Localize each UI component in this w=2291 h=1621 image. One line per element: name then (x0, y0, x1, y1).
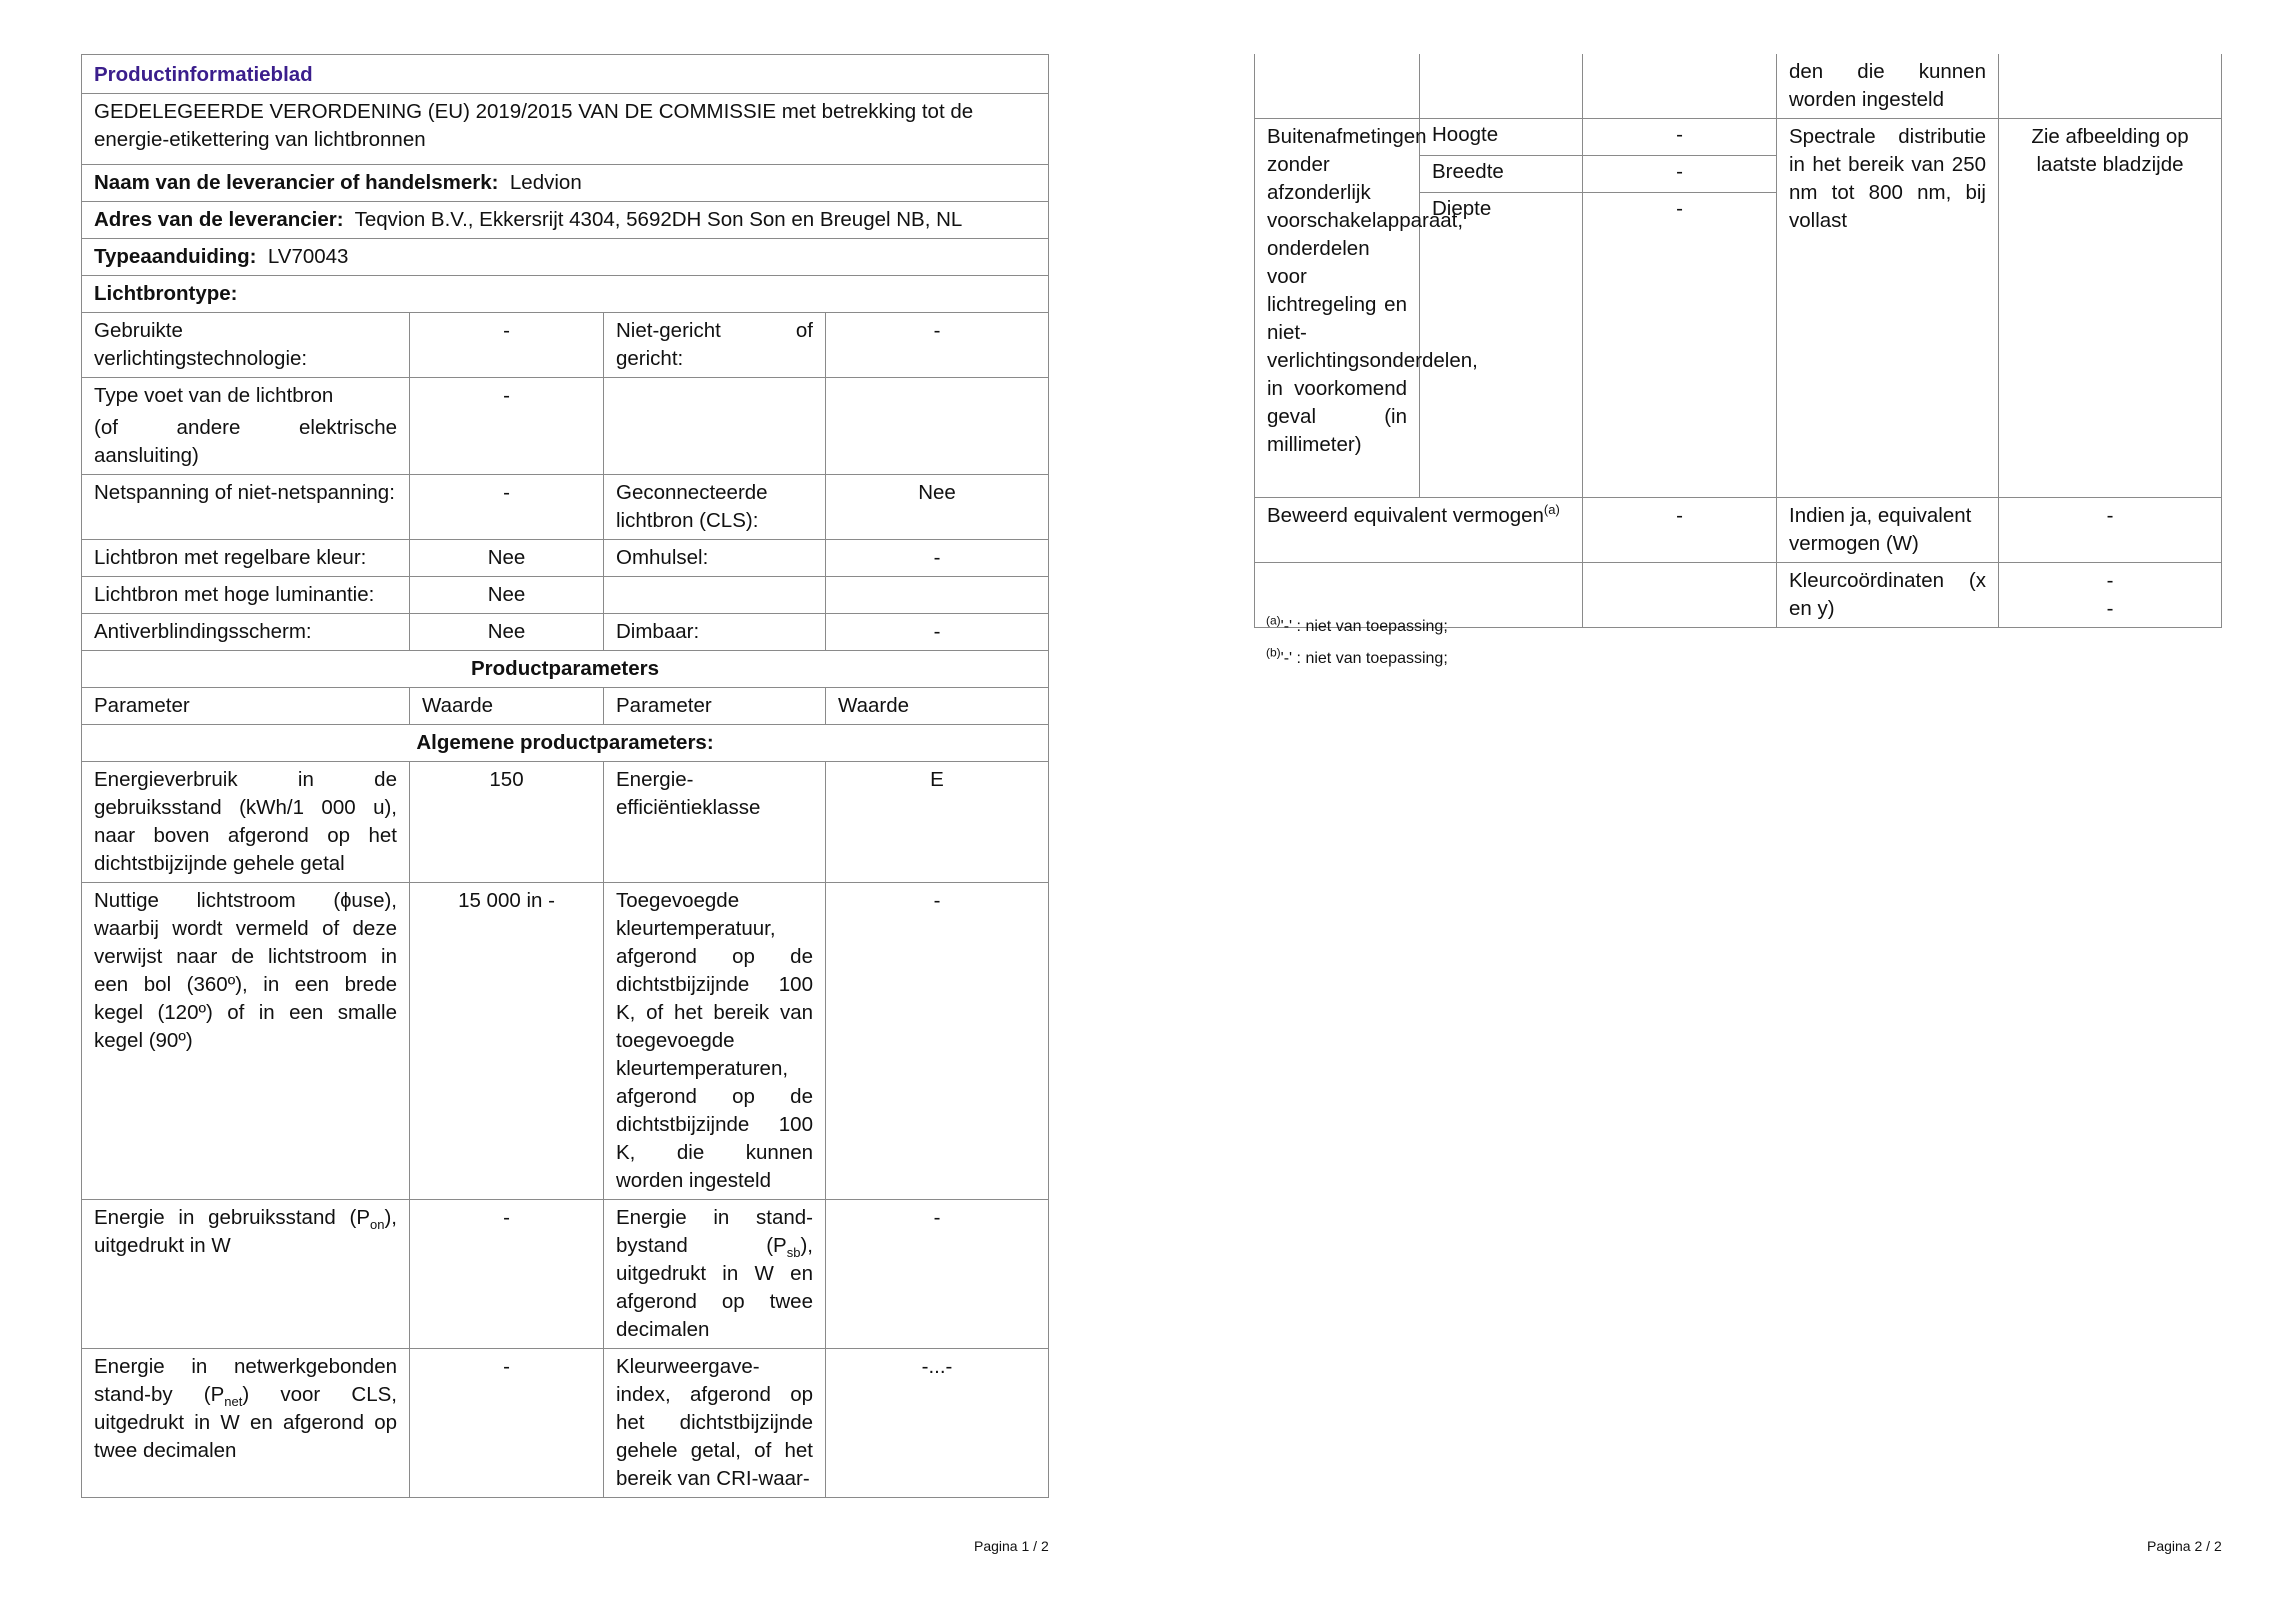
table-row (1255, 54, 2222, 119)
model-label: Typeaanduiding: (94, 245, 257, 268)
param-value: Nee (410, 614, 604, 651)
footnote-mark: (a) (1266, 613, 1281, 628)
table-row (82, 1349, 1049, 1498)
page-title: Productinformatieblad (82, 55, 1049, 94)
column-header: Waarde (410, 688, 604, 725)
text-part: Beweerd equivalent vermogen (1267, 504, 1544, 527)
text-part: Energie in netwerkgebonden stand-by (P (94, 1355, 397, 1406)
table-row (82, 577, 1049, 614)
product-params-heading: Productparameters (82, 651, 1049, 688)
table-row (82, 614, 1049, 651)
param-value: - (410, 1349, 604, 1498)
text-part: ), uitgedrukt in W (94, 1206, 397, 1257)
dim-value: - (1583, 156, 1777, 193)
param-label: Gebruikte verlichtingstechnologie: (82, 313, 410, 378)
param-value: - (410, 313, 604, 378)
column-header-row (82, 688, 1049, 725)
page-number: Pagina 1 / 2 (974, 1538, 1049, 1554)
empty-cell (1255, 54, 1420, 119)
param-value: -...- (826, 1349, 1049, 1498)
param-label: Antiverblindingsscherm: (82, 614, 410, 651)
param-label (82, 1200, 410, 1349)
model-row (82, 239, 1049, 276)
param-label: Energie-efficiëntieklasse (604, 762, 826, 883)
param-label: Niet-gericht of gericht: (604, 313, 826, 378)
table-row (82, 883, 1049, 1200)
param-label (604, 577, 826, 614)
table-row (1255, 119, 2222, 156)
param-label: Toegevoegde kleurtemperatuur, afgerond op de dichtstbijzijnde 100 K, of het bereik van toegevoegde kleurtemperaturen, afgerond op de dichtstbijzijnde 100 K, die kunnen worden ingesteld (604, 883, 826, 1200)
param-label (604, 1200, 826, 1349)
page-1 (0, 0, 1145, 1621)
param-label: Geconnecteerde lichtbron (CLS): (604, 475, 826, 540)
spectral-label: Spectrale distributie in het bereik van 250 nm tot 800 nm, bij vollast (1777, 119, 1999, 498)
param-label: Lichtbron met hoge luminantie: (82, 577, 410, 614)
param-value: - (410, 475, 604, 540)
text-part: ) voor CLS, uitgedrukt in W en afgerond op twee decimalen (94, 1383, 397, 1462)
spectral-value: Zie afbeelding op laatste bladzijde (1999, 119, 2222, 498)
table-row (1255, 498, 2222, 563)
footnote-b (1266, 645, 1448, 670)
equiv-label (1255, 498, 1583, 563)
table-row (82, 1200, 1049, 1349)
param-value: - (826, 1200, 1049, 1349)
table-row (82, 540, 1049, 577)
product-info-table-continued (1254, 54, 2222, 628)
text-part: Energie in stand-bystand (P (616, 1206, 813, 1257)
param-value: - (826, 614, 1049, 651)
param-value: E (826, 762, 1049, 883)
param-value: - (826, 540, 1049, 577)
param-label-note: (of andere elektrische aansluiting) (94, 416, 397, 467)
param-value: 150 (410, 762, 604, 883)
light-source-type-label: Lichtbrontype: (82, 276, 1049, 313)
superscript: (a) (1543, 502, 1560, 518)
dim-name: Breedte (1420, 156, 1583, 193)
param-label-line: Type voet van de lichtbron (94, 384, 334, 407)
param-value: - (410, 378, 604, 475)
param-value: Nee (410, 577, 604, 614)
param-value: Nee (826, 475, 1049, 540)
empty-cell (1583, 563, 1777, 628)
empty-cell (1420, 54, 1583, 119)
param-value: - (826, 883, 1049, 1200)
subscript: on (370, 1217, 385, 1233)
subscript: sb (786, 1245, 801, 1261)
param-value: - (410, 1200, 604, 1349)
param-label: den die kunnen worden ingesteld (1777, 54, 1999, 119)
param-label: Nuttige lichtstroom (ɸuse), waarbij wordt vermeld of deze verwijst naar de lichtstroom in een bol (360º), in een brede kegel (120º) of in een smalle kegel (90º) (82, 883, 410, 1200)
supplier-value: Ledvion (509, 171, 582, 194)
supplier-row (82, 165, 1049, 202)
param-label (82, 378, 410, 475)
text-part: ), uitgedrukt in W en afgerond op twee decimalen (616, 1234, 813, 1341)
product-info-table (81, 54, 1049, 1498)
param-label: Kleurweergave-index, afgerond op het dichtstbijzijnde gehele getal, of het bereik van CRI-waar- (604, 1349, 826, 1498)
address-row (82, 202, 1049, 239)
column-header: Parameter (82, 688, 410, 725)
text-part: Energie in gebruiksstand (P (94, 1206, 370, 1229)
chroma-y: - (2106, 597, 2114, 620)
param-label (82, 1349, 410, 1498)
param-label (604, 378, 826, 475)
address-label: Adres van de leverancier: (94, 208, 344, 231)
table-row (82, 475, 1049, 540)
equiv-w-value: - (1999, 498, 2222, 563)
footnote-mark: (b) (1266, 645, 1281, 660)
footnote-text: '-' : niet van toepassing; (1280, 650, 1448, 667)
param-label: Lichtbron met regelbare kleur: (82, 540, 410, 577)
footnote-a (1266, 613, 1448, 638)
model-value: LV70043 (267, 245, 349, 268)
dimensions-label: Buitenafmetingen zonder afzonderlijk voorschakelapparaat, onderdelen voor lichtregeling en niet-verlichtingsonderdelen, in voorkomend geval (in millimeter) (1255, 119, 1420, 498)
column-header: Waarde (826, 688, 1049, 725)
param-value (826, 577, 1049, 614)
supplier-label: Naam van de leverancier of handelsmerk: (94, 171, 499, 194)
param-value (826, 378, 1049, 475)
page-number: Pagina 2 / 2 (2147, 1538, 2222, 1554)
general-params-heading: Algemene productparameters: (82, 725, 1049, 762)
param-value: - (826, 313, 1049, 378)
equiv-value: - (1583, 498, 1777, 563)
dim-value: - (1583, 119, 1777, 156)
dim-name: Hoogte (1420, 119, 1583, 156)
address-value: Teqvion B.V., Ekkersrijt 4304, 5692DH Son Son en Breugel NB, NL (354, 208, 963, 231)
footnote-text: '-' : niet van toepassing; (1280, 618, 1448, 635)
empty-cell (1999, 54, 2222, 119)
dim-name: Diepte (1420, 193, 1583, 498)
table-row (82, 378, 1049, 475)
subscript: net (224, 1394, 243, 1410)
chroma-label: Kleurcoördinaten (x en y) (1777, 563, 1999, 628)
table-row (82, 313, 1049, 378)
chroma-values (1999, 563, 2222, 628)
param-label: Energieverbruik in de gebruiksstand (kWh/1 000 u), naar boven afgerond op het dichtstbijzijnde gehele getal (82, 762, 410, 883)
empty-cell (1583, 54, 1777, 119)
column-header: Parameter (604, 688, 826, 725)
chroma-x: - (2106, 569, 2114, 592)
param-value: 15 000 in - (410, 883, 604, 1200)
param-value: Nee (410, 540, 604, 577)
param-label: Netspanning of niet-netspanning: (82, 475, 410, 540)
param-label: Omhulsel: (604, 540, 826, 577)
equiv-w-label: Indien ja, equivalent vermogen (W) (1777, 498, 1999, 563)
regulation-text: GEDELEGEERDE VERORDENING (EU) 2019/2015 VAN DE COMMISSIE met betrekking tot de energie-etikettering van lichtbronnen (82, 94, 1049, 165)
dim-value: - (1583, 193, 1777, 498)
table-row (82, 762, 1049, 883)
param-label: Dimbaar: (604, 614, 826, 651)
